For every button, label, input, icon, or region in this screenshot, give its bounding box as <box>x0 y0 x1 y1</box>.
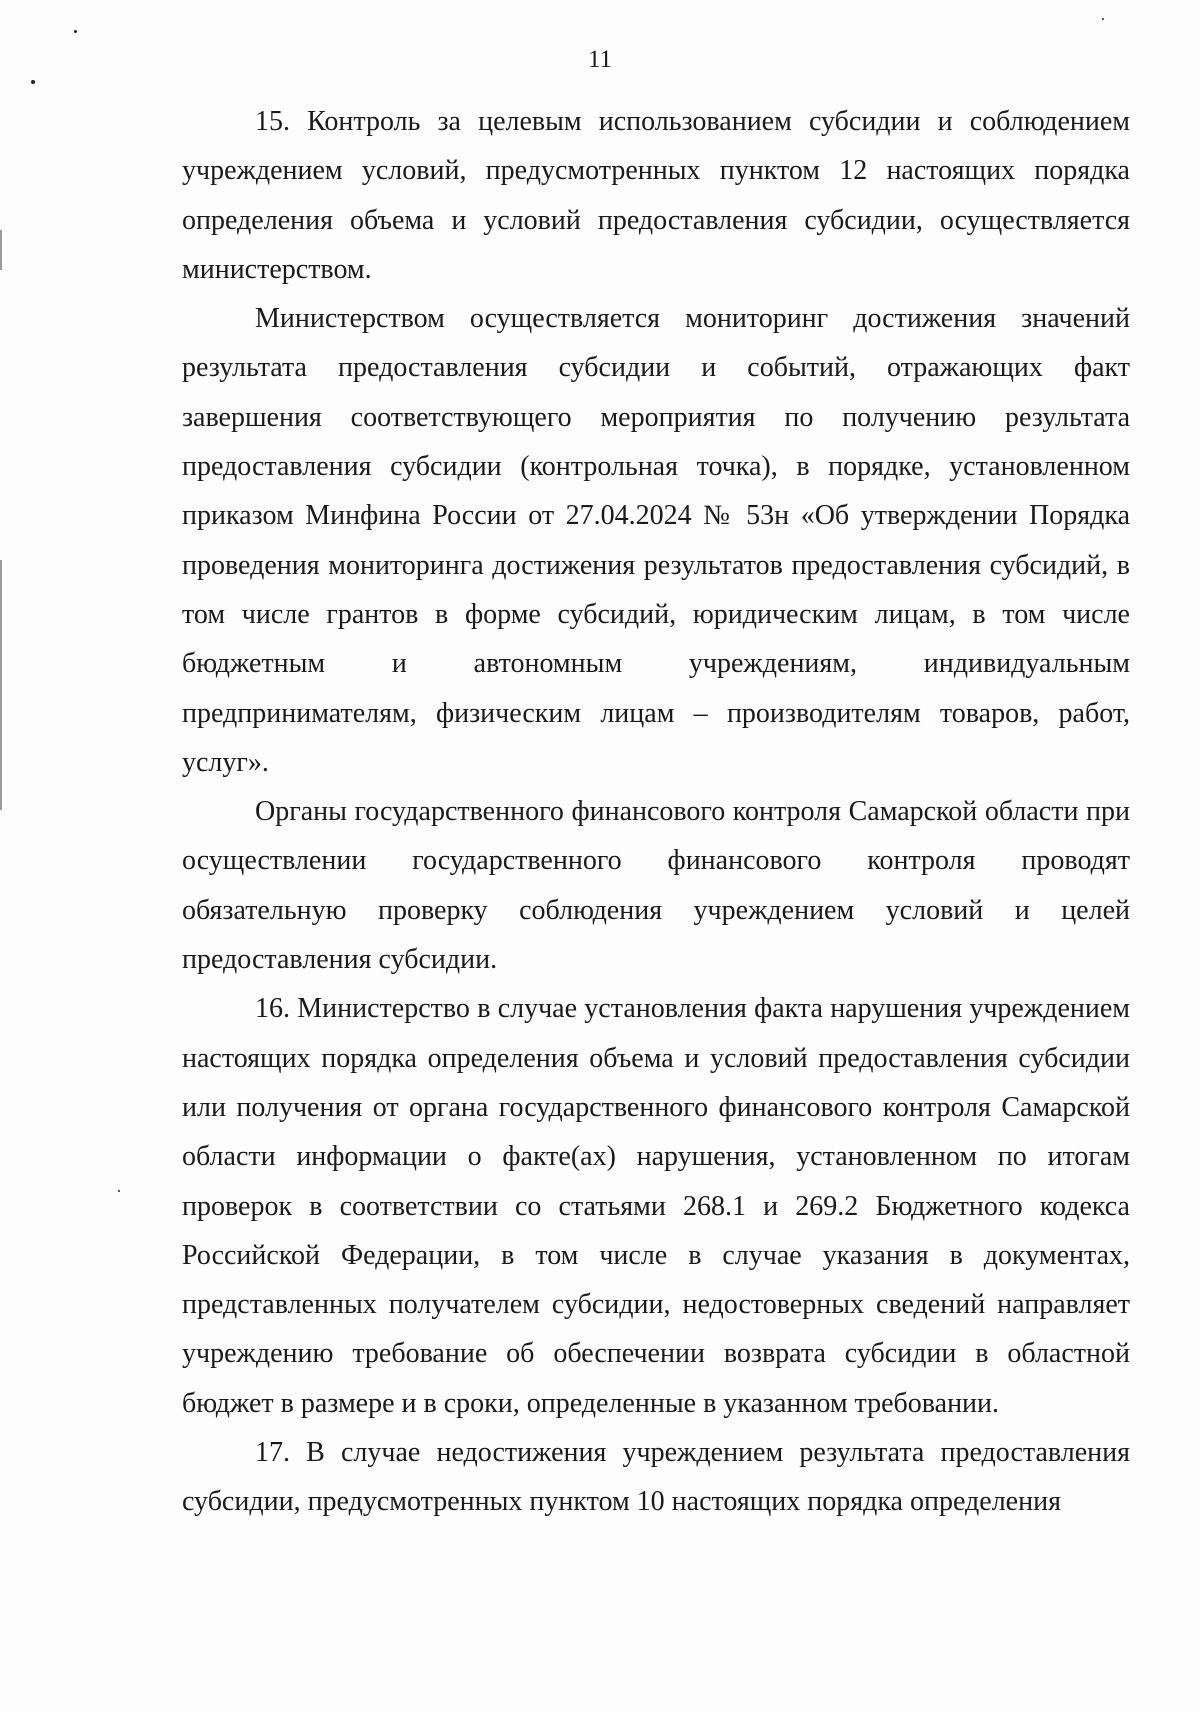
scan-speck <box>118 1190 120 1192</box>
page-number: 11 <box>587 46 613 73</box>
scan-speck <box>74 30 77 33</box>
document-body <box>182 97 1130 1527</box>
paragraph-16: 16. Министерство в случае установления факта нарушения учреждением настоящих порядка определения объема и условий предоставления субсидии или получения от органа государственного финансового контроля Самарской области информации о факте(ах) нарушения, установленном по итогам проверок в соответствии со статьями 268.1 и 269.2 Бюджетного кодекса Российской Федерации, в том числе в случае указания в документах, представленных получателем субсидии, недостоверных сведений направляет учреждению требование об обеспечении возврата субсидии в областной бюджет в размере и в сроки, определенные в указанном требовании. <box>182 993 1130 1419</box>
paragraph-financial-control: Органы государственного финансового контроля Самарской области при осуществлении государственного финансового контроля проводят обязательную проверку соблюдения учреждением условий и целей предоставления субсидии. <box>182 796 1130 976</box>
scan-edge-mark <box>0 560 2 810</box>
scan-edge-mark <box>0 230 2 270</box>
paragraph-15: 15. Контроль за целевым использованием субсидии и соблюдением учреждением условий, предусмотренных пунктом 12 настоящих порядка определения объема и условий предоставления субсидии, осуществляется министерством. <box>182 106 1130 285</box>
paragraph-monitoring: Министерством осуществляется мониторинг достижения значений результата предоставления субсидии и событий, отражающих факт завершения соответствующего мероприятия по получению результата предоставления субсидии (контрольная точка), в порядке, установленном приказом Минфина России от 27.04.2024 № 53н «Об утверждении Порядка проведения мониторинга достижения результатов предоставления субсидий, в том числе грантов в форме субсидий, юридическим лицам, в том числе бюджетным и автономным учреждениям, индивидуальным предпринимателям, физическим лицам – производителям товаров, работ, услуг». <box>182 303 1130 778</box>
scan-speck <box>1102 18 1104 20</box>
paragraph-17: 17. В случае недостижения учреждением результата предоставления субсидии, предусмотренных пунктом 10 настоящих порядка определения <box>182 1437 1130 1518</box>
scan-speck <box>31 80 35 84</box>
